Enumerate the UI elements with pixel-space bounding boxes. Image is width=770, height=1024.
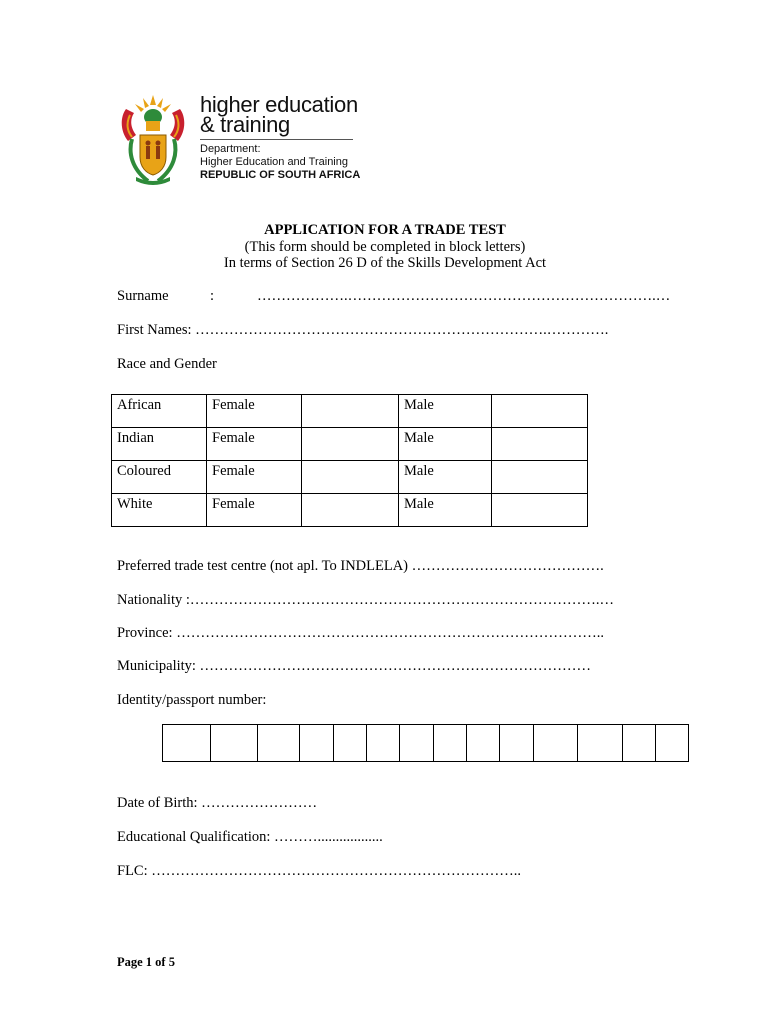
female-label-cell: Female xyxy=(207,395,302,428)
female-label-cell: Female xyxy=(207,461,302,494)
female-label-cell: Female xyxy=(207,494,302,527)
id-number-label: Identity/passport number: xyxy=(117,692,267,708)
id-digit-box[interactable] xyxy=(258,725,300,762)
trade-centre-field[interactable]: Preferred trade test centre (not apl. To INDLELA) …………………………………. xyxy=(117,558,604,574)
logo-department-label: Department: xyxy=(200,143,261,155)
surname-label: Surname xyxy=(117,288,169,304)
table-row xyxy=(163,725,689,762)
male-label-cell: Male xyxy=(399,461,492,494)
id-digit-box[interactable] xyxy=(163,725,211,762)
female-checkbox-cell[interactable] xyxy=(302,395,399,428)
id-digit-box[interactable] xyxy=(211,725,258,762)
logo-divider xyxy=(200,139,353,140)
race-cell: African xyxy=(112,395,207,428)
id-digit-box[interactable] xyxy=(367,725,400,762)
female-checkbox-cell[interactable] xyxy=(302,461,399,494)
id-digit-box[interactable] xyxy=(500,725,534,762)
female-checkbox-cell[interactable] xyxy=(302,494,399,527)
race-cell: White xyxy=(112,494,207,527)
page-number: Page 1 of 5 xyxy=(117,955,175,969)
logo-title-line1: higher education xyxy=(200,92,358,117)
surname-field[interactable]: ……………….……………………………………………………….… xyxy=(257,288,671,304)
male-checkbox-cell[interactable] xyxy=(492,428,588,461)
province-field[interactable]: Province: …………………………………………………………………………….. xyxy=(117,625,604,641)
document-act-reference: In terms of Section 26 D of the Skills Development Act xyxy=(223,255,547,271)
male-label-cell: Male xyxy=(399,428,492,461)
educational-qualification-field[interactable]: Educational Qualification: ……….................. xyxy=(117,829,383,845)
table-row xyxy=(112,395,588,428)
race-cell: Indian xyxy=(112,428,207,461)
logo-country: REPUBLIC OF SOUTH AFRICA xyxy=(200,169,361,181)
id-digit-box[interactable] xyxy=(434,725,467,762)
male-checkbox-cell[interactable] xyxy=(492,461,588,494)
department-logo xyxy=(118,92,363,192)
first-names-field[interactable]: First Names: ……………………………………………………………….…………. xyxy=(117,322,609,338)
male-checkbox-cell[interactable] xyxy=(492,395,588,428)
male-label-cell: Male xyxy=(399,494,492,527)
logo-department-name: Higher Education and Training xyxy=(200,156,348,168)
id-digit-box[interactable] xyxy=(334,725,367,762)
coat-of-arms-icon xyxy=(118,95,188,187)
female-label-cell: Female xyxy=(207,428,302,461)
id-number-boxes xyxy=(162,724,689,762)
female-checkbox-cell[interactable] xyxy=(302,428,399,461)
id-digit-box[interactable] xyxy=(534,725,578,762)
id-digit-box[interactable] xyxy=(400,725,434,762)
document-subtitle: (This form should be completed in block letters) xyxy=(244,239,526,255)
id-digit-box[interactable] xyxy=(467,725,500,762)
flc-field[interactable]: FLC: ………………………………………………………………….. xyxy=(117,863,521,879)
race-gender-table xyxy=(111,394,588,527)
nationality-field[interactable]: Nationality :………………………………………………………………………….… xyxy=(117,592,615,608)
date-of-birth-field[interactable]: Date of Birth: …………………… xyxy=(117,795,318,811)
table-row xyxy=(112,428,588,461)
male-checkbox-cell[interactable] xyxy=(492,494,588,527)
table-row xyxy=(112,494,588,527)
document-title: APPLICATION FOR A TRADE TEST xyxy=(264,222,506,238)
id-digit-box[interactable] xyxy=(623,725,656,762)
race-cell: Coloured xyxy=(112,461,207,494)
surname-colon: : xyxy=(210,288,215,304)
id-digit-box[interactable] xyxy=(578,725,623,762)
logo-title-line2: & training xyxy=(200,112,290,137)
table-row xyxy=(112,461,588,494)
male-label-cell: Male xyxy=(399,395,492,428)
race-gender-label: Race and Gender xyxy=(117,356,217,372)
id-digit-box[interactable] xyxy=(656,725,689,762)
id-digit-box[interactable] xyxy=(300,725,334,762)
municipality-field[interactable]: Municipality: ……………………………………………………………………… xyxy=(117,658,592,674)
